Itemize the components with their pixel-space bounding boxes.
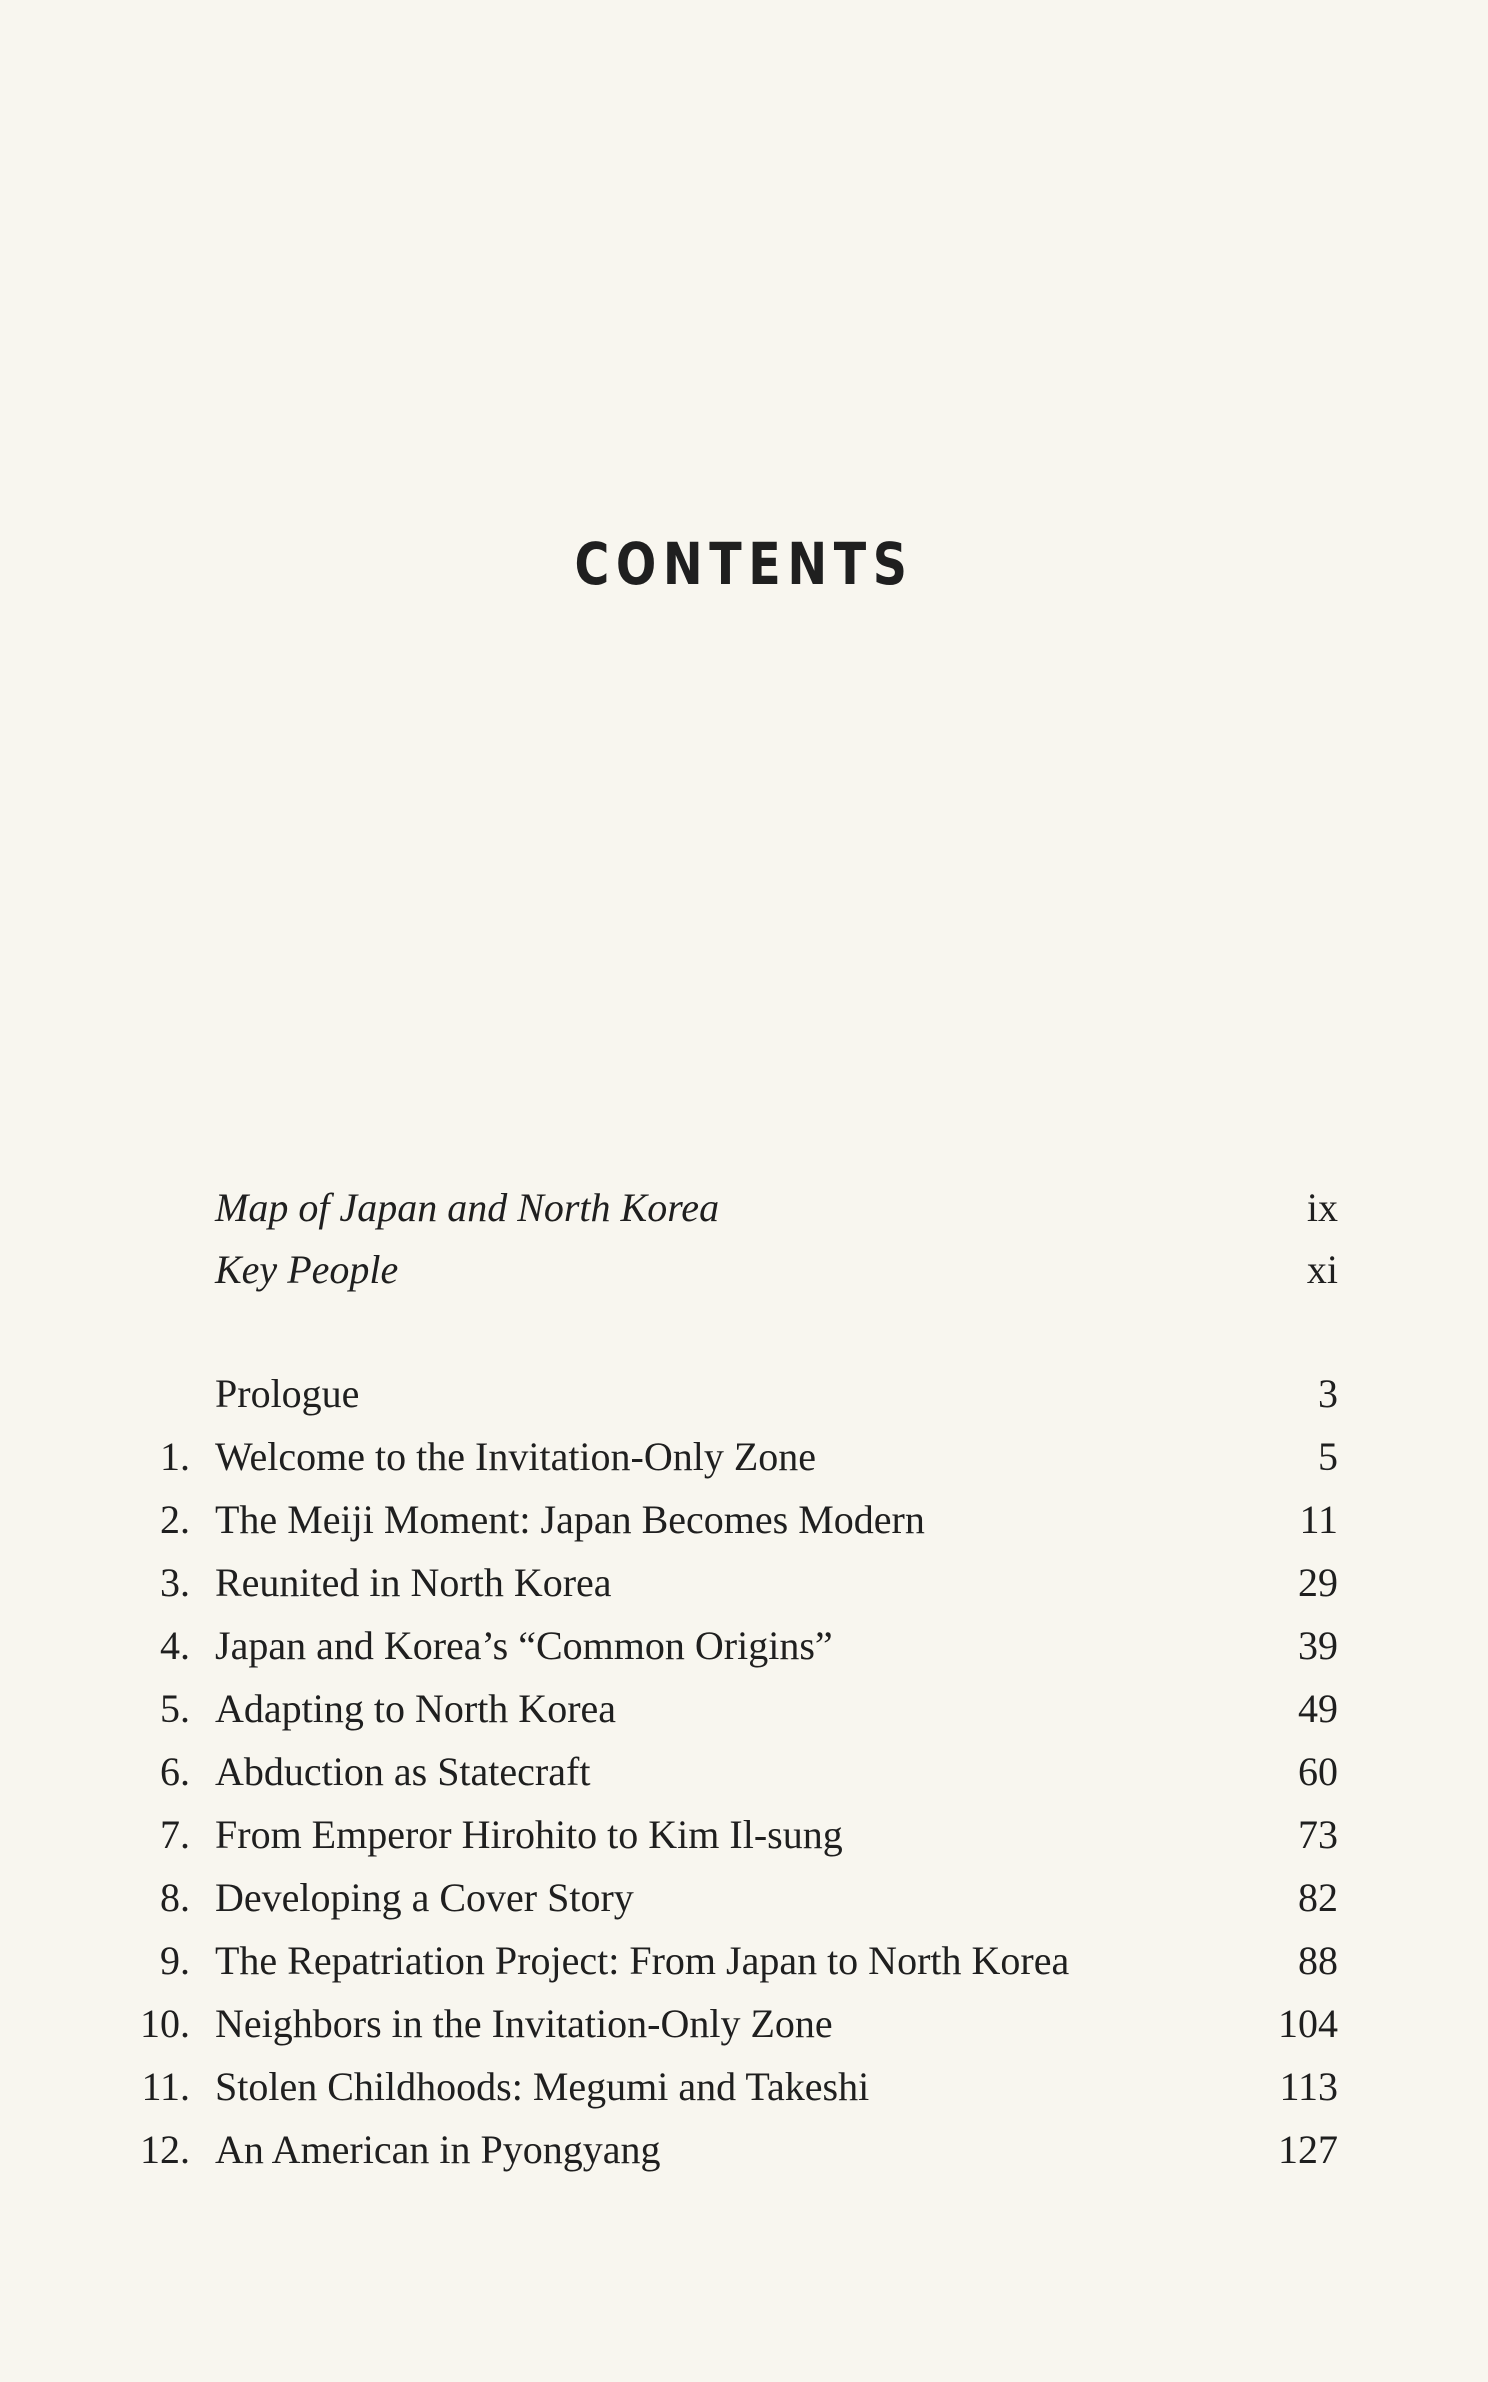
toc-entry-page: 82: [1298, 1875, 1338, 1920]
toc-entry-number: 6.: [160, 1749, 190, 1794]
toc-entry-page: 5: [1318, 1434, 1338, 1479]
toc-entry-title: Stolen Childhoods: Megumi and Takeshi: [215, 2064, 870, 2109]
toc-entry-title: The Repatriation Project: From Japan to North Korea: [215, 1938, 1070, 1983]
toc-entry-page: ix: [1306, 1185, 1338, 1230]
toc-entry-title: Key People: [215, 1247, 399, 1292]
toc-entry-chapter-6[interactable]: [0, 1741, 1488, 1803]
toc-entry-title: Map of Japan and North Korea: [215, 1185, 720, 1230]
toc-entry-number: 9.: [160, 1938, 190, 1983]
toc-entry-key-people[interactable]: [0, 1239, 1488, 1301]
toc-entry-chapter-11[interactable]: [0, 2056, 1488, 2118]
toc-entry-number: 1.: [160, 1434, 190, 1479]
toc-entry-chapter-3[interactable]: [0, 1552, 1488, 1614]
toc-entry-chapter-7[interactable]: [0, 1804, 1488, 1866]
toc-entry-number: 3.: [160, 1560, 190, 1605]
toc-entry-page: 113: [1279, 2064, 1338, 2109]
toc-entry-title: Welcome to the Invitation-Only Zone: [215, 1434, 817, 1479]
toc-entry-page: 29: [1298, 1560, 1338, 1605]
toc-entry-title: Japan and Korea’s “Common Origins”: [215, 1623, 833, 1668]
toc-entry-chapter-12[interactable]: [0, 2119, 1488, 2181]
toc-entry-page: xi: [1306, 1247, 1338, 1292]
toc-entry-map[interactable]: [0, 1177, 1488, 1239]
toc-entry-page: 49: [1298, 1686, 1338, 1731]
toc-entry-title: The Meiji Moment: Japan Becomes Modern: [215, 1497, 925, 1542]
toc-entry-number: 2.: [160, 1497, 190, 1542]
toc-entry-title: Developing a Cover Story: [215, 1875, 634, 1920]
toc-entry-chapter-8[interactable]: [0, 1867, 1488, 1929]
toc-entry-chapter-1[interactable]: [0, 1426, 1488, 1488]
toc-entry-number: 7.: [160, 1812, 190, 1857]
toc-entry-title: Prologue: [215, 1371, 360, 1416]
toc-entry-number: 4.: [160, 1623, 190, 1668]
toc-entry-page: 3: [1318, 1371, 1338, 1416]
toc-entry-chapter-2[interactable]: [0, 1489, 1488, 1551]
toc-entry-title: From Emperor Hirohito to Kim Il-sung: [215, 1812, 843, 1857]
toc-entry-title: Neighbors in the Invitation-Only Zone: [215, 2001, 833, 2046]
toc-entry-prologue[interactable]: [0, 1363, 1488, 1425]
toc-entry-title: Abduction as Statecraft: [215, 1749, 591, 1794]
toc-entry-title: An American in Pyongyang: [215, 2127, 661, 2172]
toc-entry-number: 11.: [141, 2064, 190, 2109]
toc-entry-page: 60: [1298, 1749, 1338, 1794]
toc-entry-number: 12.: [140, 2127, 190, 2172]
toc-entry-chapter-4[interactable]: [0, 1615, 1488, 1677]
toc-entry-title: Reunited in North Korea: [215, 1560, 612, 1605]
contents-heading: CONTENTS: [574, 530, 914, 598]
toc-entry-chapter-5[interactable]: [0, 1678, 1488, 1740]
toc-entry-number: 8.: [160, 1875, 190, 1920]
toc-entry-page: 73: [1298, 1812, 1338, 1857]
toc-entry-title: Adapting to North Korea: [215, 1686, 617, 1731]
toc-entry-chapter-10[interactable]: [0, 1993, 1488, 2055]
toc-entry-number: 10.: [140, 2001, 190, 2046]
toc-entry-page: 127: [1278, 2127, 1338, 2172]
toc-entry-page: 39: [1298, 1623, 1338, 1668]
toc-entry-number: 5.: [160, 1686, 190, 1731]
toc-entry-page: 88: [1298, 1938, 1338, 1983]
toc-entry-chapter-9[interactable]: [0, 1930, 1488, 1992]
toc-entry-page: 104: [1278, 2001, 1338, 2046]
toc-entry-page: 11: [1299, 1497, 1338, 1542]
